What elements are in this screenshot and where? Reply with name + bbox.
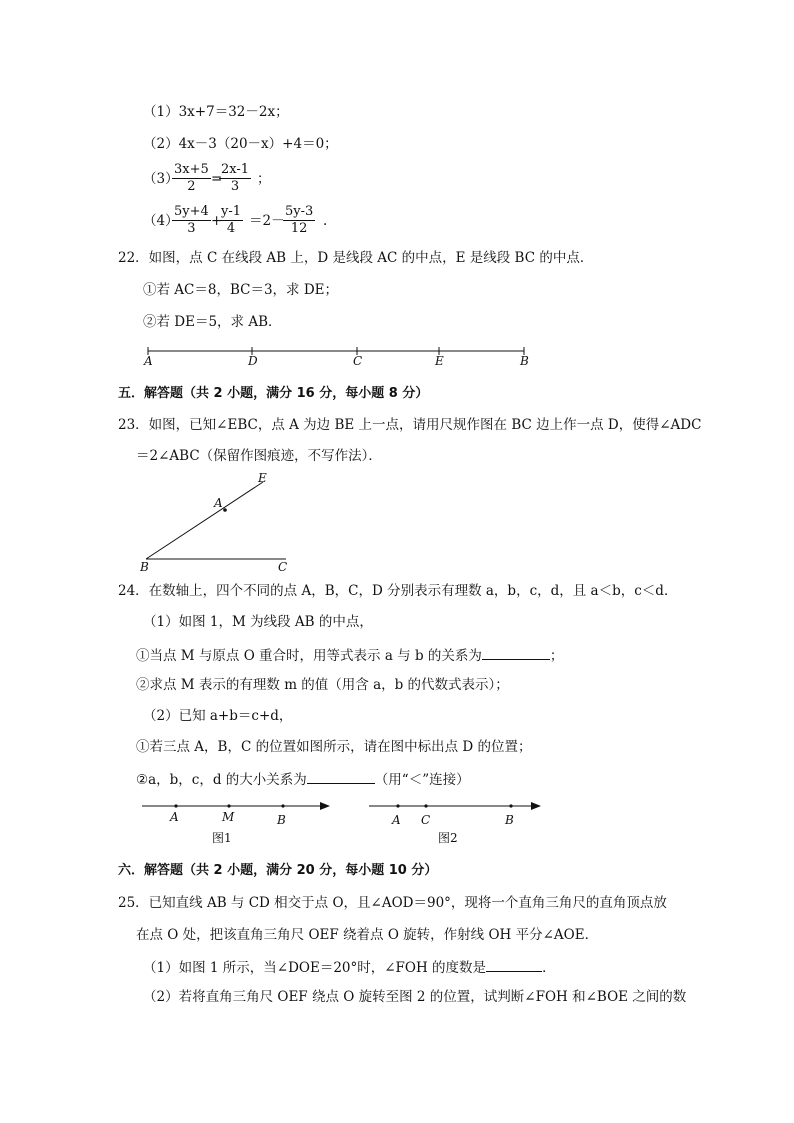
q23-angle-figure [136, 470, 296, 576]
q24-part1a-text: ①当点 M 与原点 O 重合时，用等式表示 a 与 b 的关系为 [136, 648, 482, 664]
q21-part4-prefix: （4） [143, 213, 179, 229]
q21-part3-fraction2: $\frac{2x-1}{3}$ [221, 162, 250, 194]
q23-label-B: B [140, 560, 149, 574]
q25-part1-answer-blank [486, 957, 542, 972]
q24-stem: 24．在数轴上，四个不同的点 A，B，C，D 分别表示有理数 a，b，c，d，且 a＜b，c＜d． [118, 583, 678, 599]
q24-part2: （2）已知 a+b＝c+d， [143, 708, 293, 724]
q22-segment-figure [140, 343, 540, 369]
q24-figure-1 [136, 796, 336, 850]
q22-subquestion-2: ②若 DE＝5，求 AB． [143, 314, 282, 330]
q21-part4-fraction2: $\frac{y-1}{4}$ [221, 204, 242, 236]
q24-figure-2 [363, 796, 547, 850]
q21-part2: （2）4x－3（20－x）+4＝0； [143, 136, 338, 152]
fig1-point-A: A [170, 810, 179, 824]
fig2-point-C: C [421, 813, 431, 827]
q22-stem: 22．如图，点 C 在线段 AB 上，D 是线段 AC 的中点，E 是线段 BC 的中点． [118, 250, 594, 266]
q21-part4-plus: + [211, 213, 223, 229]
q24-part2a: ①若三点 A，B，C 的位置如图所示，请在图中标出点 D 的位置； [136, 739, 532, 755]
q22-point-B: B [520, 354, 529, 368]
q25-part2: （2）若将直角三角尺 OEF 绕点 O 旋转至图 2 的位置，试判断∠FOH 和∠BOE 之间的数 [143, 989, 687, 1005]
q21-part3-equals: = [211, 171, 223, 187]
q21-part4-fraction3: $\frac{5y-3}{12}$ [285, 204, 314, 236]
q22-point-D: D [248, 354, 258, 368]
q25-part1 [143, 957, 556, 977]
q21-part4-mid: ＝2－ [249, 213, 285, 229]
q23-label-E: E [258, 471, 267, 485]
q25-part1-text: （1）如图 1 所示，当∠DOE＝20°时，∠FOH 的度数是 [143, 960, 487, 976]
section6-heading: 六．解答题（共 2 小题，满分 20 分，每小题 10 分） [118, 863, 438, 878]
q21-part4-end: . [323, 213, 328, 229]
q23-label-C: C [278, 560, 288, 574]
q23-label-A: A [214, 496, 223, 510]
q23-line2: ＝2∠ABC（保留作图痕迹，不写作法）． [136, 448, 382, 464]
fig1-point-B: B [277, 813, 286, 827]
q24-part1a-answer-blank [482, 645, 550, 660]
q21-part4-fraction1: $\frac{5y+4}{3}$ [174, 204, 209, 236]
q21-part3-prefix: （3） [143, 171, 179, 187]
q22-point-E: E [435, 354, 444, 368]
q25-part1-end: ． [542, 960, 556, 976]
q24-part1: （1）如图 1，M 为线段 AB 的中点， [143, 614, 373, 630]
q24-part2b-end: （用“＜”连接） [374, 772, 470, 788]
fig1-caption: 图1 [212, 831, 232, 845]
q24-part1a-end: ； [549, 648, 564, 664]
q24-part2b-answer-blank [307, 769, 375, 784]
fig2-point-A: A [392, 813, 401, 827]
fig2-caption: 图2 [438, 831, 458, 845]
q24-part1a [136, 645, 563, 665]
q24-part2b [136, 769, 470, 789]
fig2-point-B: B [505, 813, 514, 827]
q21-part1: （1）3x+7＝32－2x； [143, 104, 289, 120]
q25-line2: 在点 O 处，把该直角三角尺 OEF 绕着点 O 旋转，作射线 OH 平分∠AOE． [136, 927, 599, 943]
q25-line1: 25．已知直线 AB 与 CD 相交于点 O，且∠AOD＝90°，现将一个直角三角尺的直角顶点放 [118, 895, 667, 911]
q22-point-C: C [353, 354, 363, 368]
section5-heading: 五．解答题（共 2 小题，满分 16 分，每小题 8 分） [118, 386, 429, 401]
q23-line1: 23．如图，已知∠EBC，点 A 为边 BE 上一点，请用尺规作图在 BC 边上作一点 D，使得∠ADC [118, 417, 702, 433]
q22-subquestion-1: ①若 AC＝8，BC＝3，求 DE； [143, 282, 339, 298]
q21-part3-end: ； [257, 171, 271, 187]
fig1-point-M: M [222, 810, 235, 824]
q24-part2b-text: ②a，b，c，d 的大小关系为 [136, 772, 307, 788]
q24-part1b: ②求点 M 表示的有理数 m 的值（用含 a，b 的代数式表示）； [136, 677, 509, 693]
q21-part3-fraction1: $\frac{3x+5}{2}$ [174, 162, 209, 194]
q22-point-A: A [144, 354, 153, 368]
